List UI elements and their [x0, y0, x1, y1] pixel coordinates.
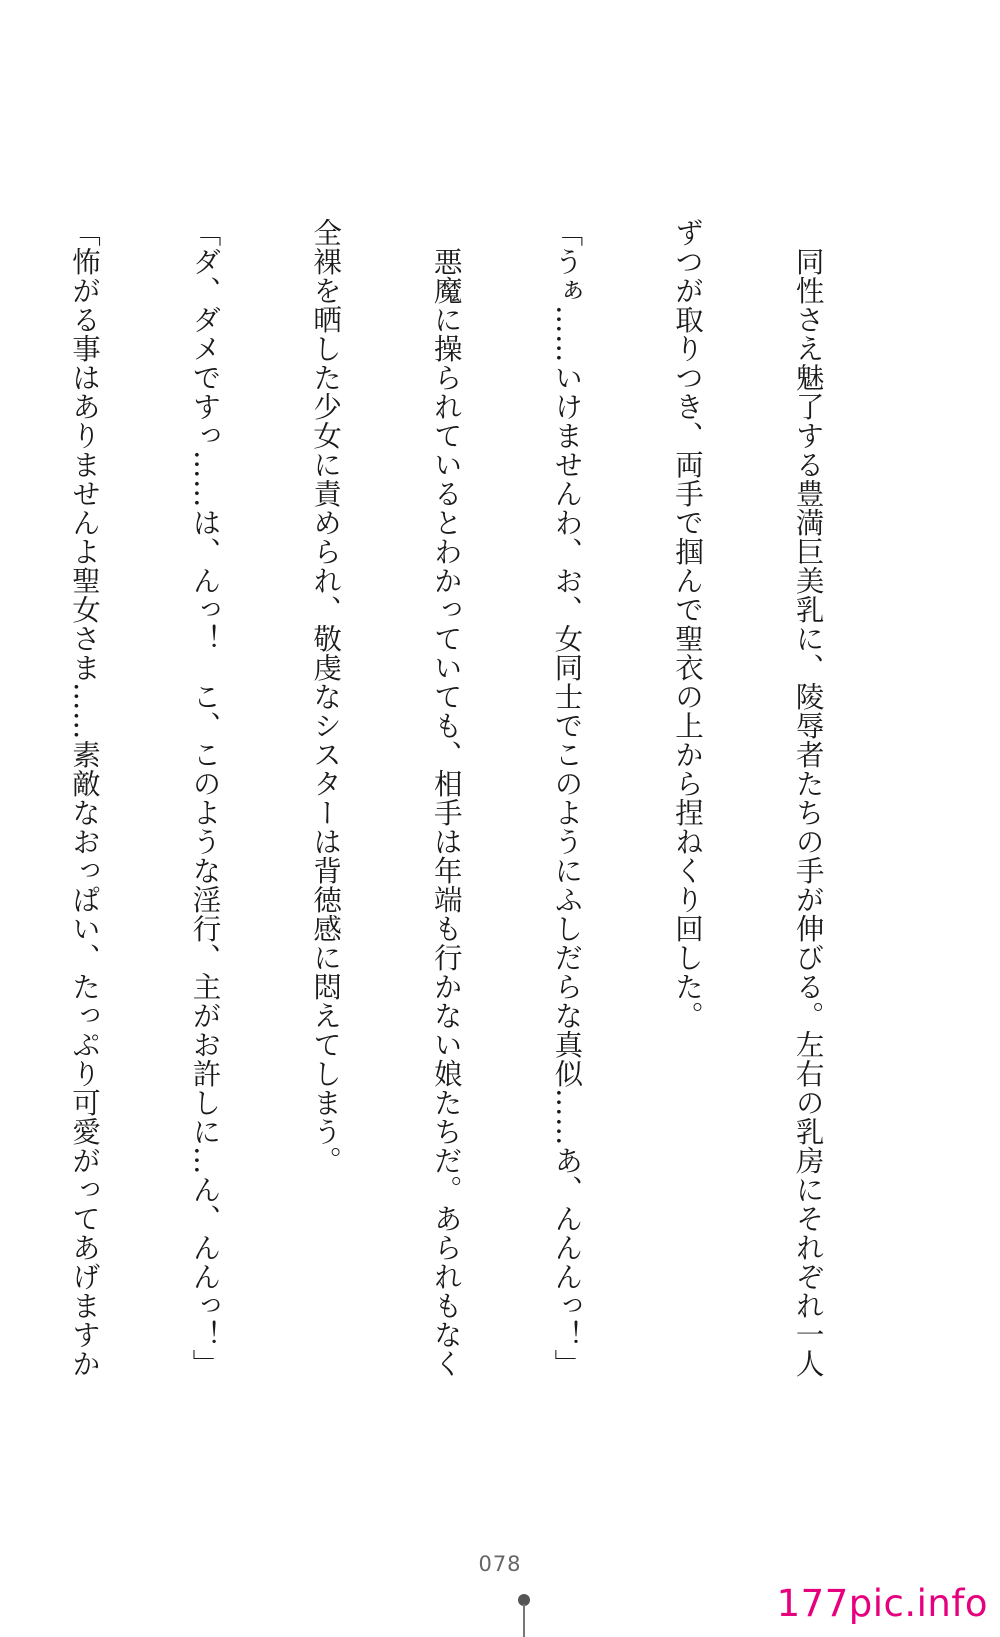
text-line: 全裸を晒した少女に責められ、敬虔なシスターは背徳感に悶えてしまう。 [309, 218, 343, 1175]
watermark-text: 177pic.info [776, 1582, 988, 1625]
text-line: 「うぁ……いけませんわ、お、女同士でこのようにふしだらな真似……あ、んんんっ！」 [550, 218, 584, 1378]
text-line: 「ダ、ダメですっ……は、んっ！ こ、このような淫行、主がお許しに…ん、んんっ！」 [188, 218, 222, 1378]
text-line: ずつが取りつき、両手で掴んで聖衣の上から捏ねくり回した。 [670, 218, 704, 1030]
page-marker-line [523, 1604, 525, 1637]
page-number: 078 [478, 1552, 522, 1576]
text-line: 同性さえ魅了する豊満巨美乳に、陵辱者たちの手が伸びる。左右の乳房にそれぞれ一人 [791, 218, 825, 1378]
text-line: 「怖がる事はありませんよ聖女さま……素敵なおっぱい、たっぷり可愛がってあげますか [67, 218, 101, 1378]
vertical-text-body [0, 218, 908, 1378]
text-line: 悪魔に操られているとわかっていても、相手は年端も行かない娘たちだ。あられもなく [429, 218, 463, 1378]
